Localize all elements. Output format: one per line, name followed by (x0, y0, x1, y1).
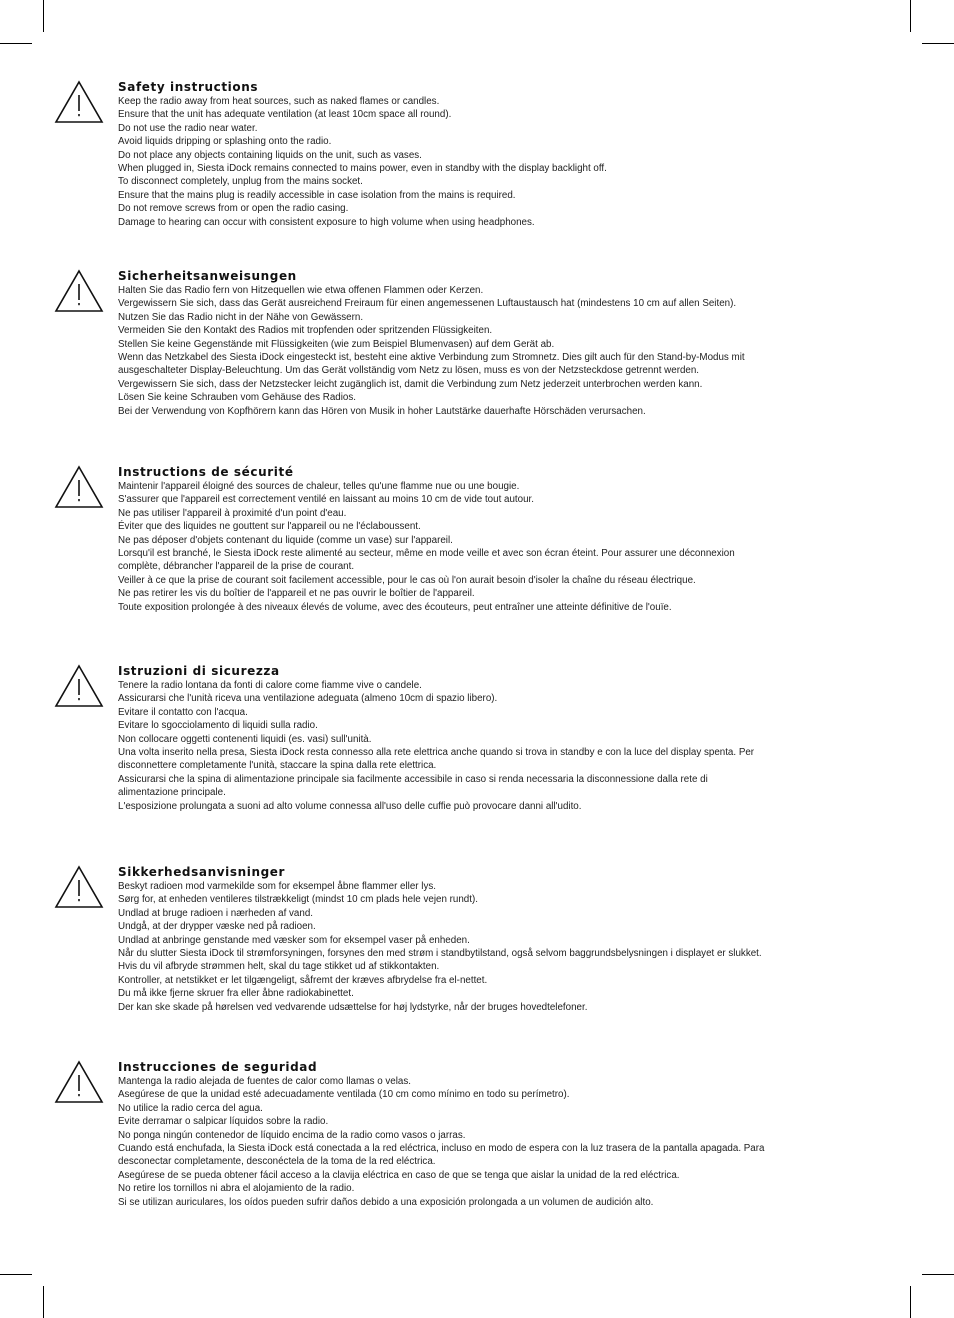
crop-mark-bottom-left-horizontal (0, 1274, 32, 1275)
instruction-line: Evitare il contatto con l'acqua. (118, 706, 248, 718)
instruction-line: Non collocare oggetti contenenti liquidi (es. vasi) sull'unità. (118, 733, 372, 745)
instruction-line: Si se utilizan auriculares, los oídos pueden sufrir daños debido a una exposición prolongada a un volumen de audición alto. (118, 1196, 654, 1208)
instruction-list (118, 679, 834, 813)
section-title: Sikkerhedsanvisninger (118, 865, 286, 879)
instruction-line: Ensure that the mains plug is readily accessible in case isolation from the mains is required. (118, 189, 516, 201)
instruction-line: Halten Sie das Radio fern von Hitzequellen wie etwa offenen Flammen oder Kerzen. (118, 285, 484, 296)
instruction-line: Der kan ske skade på hørelsen ved vedvarende udsættelse for høj lydstyrke, når der bruges hovedtelefoner. (118, 1001, 588, 1013)
instruction-line: Sørg for, at enheden ventileres tilstrækkeligt (mindst 10 cm plads hele vejen rundt). (118, 894, 478, 906)
crop-mark-bottom-right-horizontal (922, 1274, 954, 1275)
section-title: Instrucciones de seguridad (118, 1060, 318, 1074)
instruction-line: Bei der Verwendung von Kopfhörern kann das Hören von Musik in hoher Lautstärke dauerhafte Hörschäden verursachen. (118, 405, 646, 417)
instruction-line: Una volta inserito nella presa, Siesta iDock resta connesso alla rete elettrica anche quando si trova in standby e con la luce del display spenta. Per (118, 747, 755, 759)
crop-mark-top-left-vertical (43, 0, 44, 32)
instruction-list (118, 880, 834, 1014)
instruction-line: Vergewissern Sie sich, dass der Netzstecker leicht zugänglich ist, damit die Verbindung zum Netz jederzeit unterbrochen werden kann. (118, 378, 703, 390)
instruction-line: Undlad at anbringe genstande med væsker som for eksempel vaser på enheden. (118, 934, 470, 946)
instruction-line: Damage to hearing can occur with consistent exposure to high volume when using headphones. (118, 216, 535, 228)
warning-triangle-icon (54, 1060, 104, 1104)
instruction-line: Lösen Sie keine Schrauben vom Gehäuse des Radios. (118, 392, 356, 404)
instruction-line: Cuando está enchufada, la Siesta iDock está conectada a la red eléctrica, incluso en modo de espera con la luz trasera de la pantalla apagada. Para (118, 1143, 765, 1155)
instruction-line: Assicurarsi che l'unità riceva una ventilazione adeguata (almeno 10cm di spazio libero). (118, 693, 498, 705)
instruction-line: complète, débrancher l'appareil de la prise de courant. (118, 561, 355, 573)
section-title: Istruzioni di sicurezza (118, 664, 280, 678)
warning-triangle-icon (54, 664, 104, 708)
instruction-line: Undlad at bruge radioen i nærheden af vand. (118, 907, 313, 919)
instruction-line: Do not place any objects containing liquids on the unit, such as vases. (118, 149, 422, 161)
warning-triangle-icon (54, 269, 104, 313)
instruction-line: Toute exposition prolongée à des niveaux élevés de volume, avec des écouteurs, peut entraîner une atteinte définitive de l'ouïe. (118, 601, 672, 613)
section-title: Sicherheitsanweisungen (118, 269, 297, 283)
instruction-line: Assicurarsi che la spina di alimentazione principale sia facilmente accessibile in caso si renda necessaria la disconnessione dalla rete di (118, 773, 708, 785)
instruction-line: Mantenga la radio alejada de fuentes de calor como llamas o velas. (118, 1076, 411, 1087)
instruction-line: No retire los tornillos ni abra el alojamiento de la radio. (118, 1183, 355, 1195)
instruction-line: Maintenir l'appareil éloigné des sources de chaleur, telles qu'une flamme nue ou une bougie. (118, 481, 520, 492)
instruction-line: Asegúrese de se pueda obtener fácil acceso a la clavija eléctrica en caso de que se tenga que aislar la unidad de la red eléctrica. (118, 1169, 680, 1181)
instruction-line: Tenere la radio lontana da fonti di calore come fiamme vive o candele. (118, 680, 422, 691)
instruction-line: alimentazione principale. (118, 787, 226, 799)
instruction-line: S'assurer que l'appareil est correctement ventilé en laissant au moins 10 cm de vide tout autour. (118, 494, 534, 506)
instruction-line: Nutzen Sie das Radio nicht in der Nähe von Gewässern. (118, 311, 364, 323)
instruction-list (118, 284, 834, 418)
instruction-line: Lorsqu'il est branché, le Siesta iDock reste alimenté au secteur, même en mode veille et avec son écran éteint. Pour assurer une déconnexion (118, 548, 735, 560)
warning-triangle-icon (54, 465, 104, 509)
instruction-line: To disconnect completely, unplug from the mains socket. (118, 176, 363, 188)
warning-triangle-icon (54, 865, 104, 909)
crop-mark-bottom-left-vertical (43, 1286, 44, 1318)
instruction-list (118, 480, 834, 614)
instruction-line: Ne pas utiliser l'appareil à proximité d'un point d'eau. (118, 507, 347, 519)
instruction-line: Du må ikke fjerne skruer fra eller åbne radiokabinettet. (118, 988, 354, 1000)
instruction-list (118, 95, 834, 229)
instruction-line: Do not remove screws from or open the radio casing. (118, 203, 349, 215)
instruction-line: Beskyt radioen mod varmekilde som for eksempel åbne flammer eller lys. (118, 881, 436, 892)
instruction-line: Ne pas retirer les vis du boîtier de l'appareil et ne pas ouvrir le boîtier de l'appareil. (118, 588, 475, 600)
instruction-line: Hvis du vil afbryde strømmen helt, skal du tage stikket ud af stikkontakten. (118, 961, 440, 973)
instruction-line: No utilice la radio cerca del agua. (118, 1102, 263, 1114)
instruction-list (118, 1075, 834, 1209)
instruction-line: Éviter que des liquides ne gouttent sur l'appareil ou ne l'éclaboussent. (118, 521, 421, 533)
warning-triangle-icon (54, 80, 104, 124)
instruction-line: Ne pas déposer d'objets contenant du liquide (comme un vase) sur l'appareil. (118, 534, 453, 546)
section-title: Instructions de sécurité (118, 465, 294, 479)
section-title: Safety instructions (118, 80, 259, 94)
instruction-line: Kontroller, at netstikket er let tilgængeligt, såfremt der kræves afbrydelse fra el-nettet. (118, 974, 488, 986)
instruction-line: Når du slutter Siesta iDock til strømforsyningen, forsynes den med strøm i standbytilstand, også selvom baggrundsbelysningen i displayet er slukket. (118, 948, 762, 960)
instruction-line: Wenn das Netzkabel des Siesta iDock eingesteckt ist, besteht eine aktive Verbindung zum Stromnetz. Dies gilt auch für den Stand-by-Modus mit (118, 352, 745, 364)
crop-mark-top-right-horizontal (922, 43, 954, 44)
instruction-line: Undgå, at der drypper væske ned på radioen. (118, 921, 316, 933)
instruction-line: L'esposizione prolungata a suoni ad alto volume connessa all'uso delle cuffie può provocare danni all'udito. (118, 800, 582, 812)
crop-mark-bottom-right-vertical (910, 1286, 911, 1318)
instruction-line: Evitare lo sgocciolamento di liquidi sulla radio. (118, 720, 318, 732)
instruction-line: No ponga ningún contenedor de líquido encima de la radio como vasos o jarras. (118, 1129, 466, 1141)
instruction-line: disconnettere completamente l'unità, staccare la spina dalla rete elettrica. (118, 760, 437, 772)
instruction-line: Stellen Sie keine Gegenstände mit Flüssigkeiten (wie zum Beispiel Blumenvasen) auf dem Gerät ab. (118, 338, 555, 350)
instruction-line: When plugged in, Siesta iDock remains connected to mains power, even in standby with the display backlight off. (118, 163, 607, 175)
crop-mark-top-left-horizontal (0, 43, 32, 44)
instruction-line: Do not use the radio near water. (118, 122, 258, 134)
instruction-line: Ensure that the unit has adequate ventilation (at least 10cm space all round). (118, 109, 452, 121)
instruction-line: Veiller à ce que la prise de courant soit facilement accessible, pour le cas où l'on aurait besoin d'isoler la chaîne du réseau électrique. (118, 574, 696, 586)
instruction-line: ausgeschalteter Display-Beleuchtung. Um das Gerät vollständig vom Netz zu lösen, muss es von der Netzsteckdose getrennt werden. (118, 365, 700, 377)
instruction-line: Vergewissern Sie sich, dass das Gerät ausreichend Freiraum für einen angemessenen Luftaustausch hat (mindestens 10 cm auf allen Seiten). (118, 298, 737, 310)
instruction-line: Asegúrese de que la unidad esté adecuadamente ventilada (10 cm como mínimo en todo su perímetro). (118, 1089, 570, 1101)
instruction-line: Evite derramar o salpicar líquidos sobre la radio. (118, 1116, 329, 1128)
crop-mark-top-right-vertical (910, 0, 911, 32)
instruction-line: Vermeiden Sie den Kontakt des Radios mit tropfenden oder spritzenden Flüssigkeiten. (118, 325, 493, 337)
instruction-line: desconectar completamente, desconéctela de la toma de la red eléctrica. (118, 1156, 436, 1168)
instruction-line: Avoid liquids dripping or splashing onto the radio. (118, 136, 332, 148)
instruction-line: Keep the radio away from heat sources, such as naked flames or candles. (118, 96, 440, 107)
